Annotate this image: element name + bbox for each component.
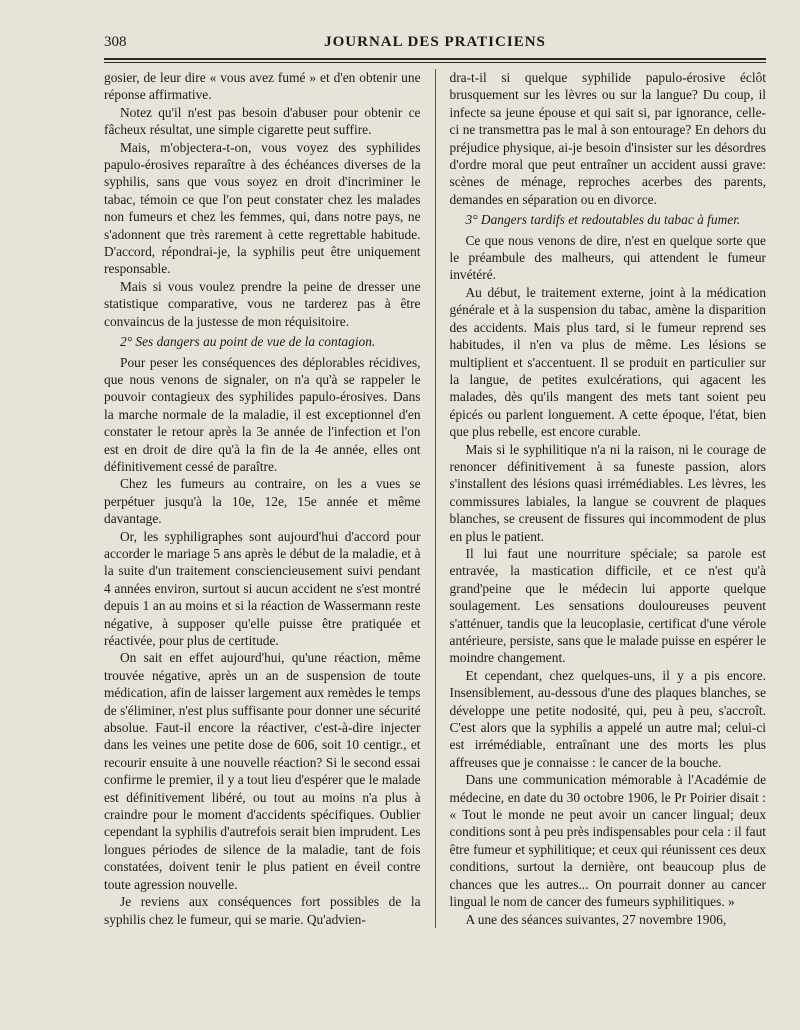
paragraph: dra-t-il si quelque syphilide papulo-érosive éclôt brusquement sur les lèvres ou sur la langue? Du coup, il infecte sa jeune épouse et qui sait si, par ignorance, celle-ci ne transmettra pas le mal à son entourage? En dehors du préjudice physique, ai-je besoin d'insister sur les désordres d'ordre moral que peut entraîner un accident aussi grave: scènes de ménage, reproches acerbes des parents, demandes en séparation ou en divorce. bbox=[449, 70, 767, 207]
paragraph: Dans une communication mémorable à l'Académie de médecine, en date du 30 octobre 1906, le Pr Poirier disait : « Tout le monde ne peut avoir un cancer lingual; deux conditions sont à peu près indispensables pour cela : il faut être fumeur et syphilitique; et ceux qui réunissent ces deux conditions, surtout la dernière, ont beaucoup plus de chances que les autres... On pourrait donner au cancer lingual le nom de cancer des fumeurs syphilitiques. » bbox=[449, 772, 767, 910]
left-column bbox=[104, 69, 421, 928]
column-divider bbox=[435, 69, 436, 928]
header-rule bbox=[104, 58, 766, 60]
header-rule-thin bbox=[104, 62, 766, 63]
paragraph: Ce que nous venons de dire, n'est en quelque sorte que le préambule des malheurs, qui attendent le fumeur invétéré. bbox=[449, 232, 767, 283]
paragraph: Mais si le syphilitique n'a ni la raison, ni le courage de renoncer définitivement à sa funeste passion, alors s'installent des lésions quasi irrémédiables. Les lèvres, les commissures labiales, la langue se couvrent de plaques blanches, se creusent de fissures qui incommodent de plus en plus le patient. bbox=[449, 441, 767, 544]
paragraph: Je reviens aux conséquences fort possibles de la syphilis chez le fumeur, qui se marie. Qu'advien- bbox=[104, 894, 421, 927]
text-columns bbox=[104, 69, 766, 928]
paragraph: Il lui faut une nourriture spéciale; sa parole est entravée, la mastication difficile, et ce n'est qu'à grand'peine que le médecin lui apporte quelque soulagement. Les sensations douloureuses peuvent s'atténuer, tandis que la leucoplasie, certificat d'une vérole antérieure, persiste, sans que le malade puisse en espérer le moindre changement. bbox=[449, 545, 767, 666]
paragraph: A une des séances suivantes, 27 novembre 1906, bbox=[465, 911, 727, 927]
paragraph: On sait en effet aujourd'hui, qu'une réaction, même trouvée négative, après un an de suspension de toute médication, afin de laisser largement aux remèdes le temps de s'éliminer, n'est plus suffisante pour donner une sécurité absolue. Faut-il encore la réactiver, c'est-à-dire injecter dans les veines une petite dose de 606, soit 10 centigr., et recourir ensuite à une nouvelle réaction? Si le second essai confirme le premier, il y a tout lieu d'espérer que le malade est définitivement libéré, ou tout au moins n'a plus à craindre pour le moment d'accidents spécifiques. Oublier cependant la syphilis d'autrefois serait bien imprudent. Les longues périodes de silence de la maladie, tant de fois constatées, doivent tenir le plus patient en éveil contre toute agression nouvelle. bbox=[104, 650, 421, 892]
paragraph: Et cependant, chez quelques-uns, il y a pis encore. Insensiblement, au-dessous d'une des plaques blanches, se développe une petite nodosité, qui, peu à peu, s'accroît. C'est alors que la syphilis a appelé un autre mal; celui-ci est irrémédiable, entraînant une des morts les plus affreuses que je connaisse : le cancer de la bouche. bbox=[449, 667, 767, 770]
paragraph: gosier, de leur dire « vous avez fumé » et d'en obtenir une réponse affirmative. bbox=[104, 70, 421, 103]
right-column bbox=[450, 69, 767, 928]
section-heading: 3° Dangers tardifs et redoutables du tabac à fumer. bbox=[465, 212, 741, 228]
paragraph: Chez les fumeurs au contraire, on les a vues se perpétuer jusqu'à la 10e, 12e, 15e année et même davantage. bbox=[104, 476, 421, 527]
journal-title: JOURNAL DES PRATICIENS bbox=[324, 34, 546, 50]
paragraph: Au début, le traitement externe, joint à la médication générale et à la suspension du tabac, amène la disparition des accidents. Mais plus tard, si le fumeur reprend ses habitudes, il n'en va plus de même. Les lésions se multiplient et s'accentuent. Il se produit en particulier sur la langue, de petites exulcérations, qui agacent les malades, dès qu'ils mangent des mets tant soient peu épicés ou parlent longuement. A cette époque, l'état, bien que plus rebelle, est encore curable. bbox=[449, 284, 767, 440]
paragraph: Mais, m'objectera-t-on, vous voyez des syphilides papulo-érosives reparaître à des échéances diverses de la syphilis, sans que vous soyez en droit d'incriminer le tabac, témoin ce que l'on peut constater chez les malades non fumeurs et chez les femmes, qui, dans notre pays, ne s'adonnent que très rarement à cette regrettable habitude. D'accord, répondrai-je, la syphilis peut être uniquement responsable. bbox=[104, 139, 421, 277]
page-number: 308 bbox=[104, 34, 127, 50]
paragraph: Notez qu'il n'est pas besoin d'abuser pour obtenir ce fâcheux résultat, une simple cigarette peut suffire. bbox=[104, 104, 421, 138]
section-heading: 2° Ses dangers au point de vue de la contagion. bbox=[120, 334, 376, 350]
paragraph: Mais si vous voulez prendre la peine de dresser une statistique comparative, vous ne tarderez pas à être convaincus de la justesse de mon réquisitoire. bbox=[104, 278, 421, 329]
page-header bbox=[104, 30, 766, 54]
paragraph: Pour peser les conséquences des déplorables récidives, que nous venons de signaler, on n'a qu'à se rappeler le pouvoir contagieux des syphilides papulo-érosives. Dans la marche normale de la maladie, il est exceptionnel d'en constater le retour après la 3e année de l'infection et l'on est en droit de dire qu'à la fin de la 4e année, elles ont définitivement cessé de paraître. bbox=[104, 354, 421, 474]
paragraph: Or, les syphiligraphes sont aujourd'hui d'accord pour accorder le mariage 5 ans après le début de la maladie, et à la suite d'un traitement consciencieusement suivi pendant 4 années environ, surtout si aucun accident ne s'est montré depuis 1 an au moins et si la réaction de Wassermann reste négative, à supposer qu'elle puisse être pratiquée et réactivée, pour plus de certitude. bbox=[104, 528, 421, 648]
